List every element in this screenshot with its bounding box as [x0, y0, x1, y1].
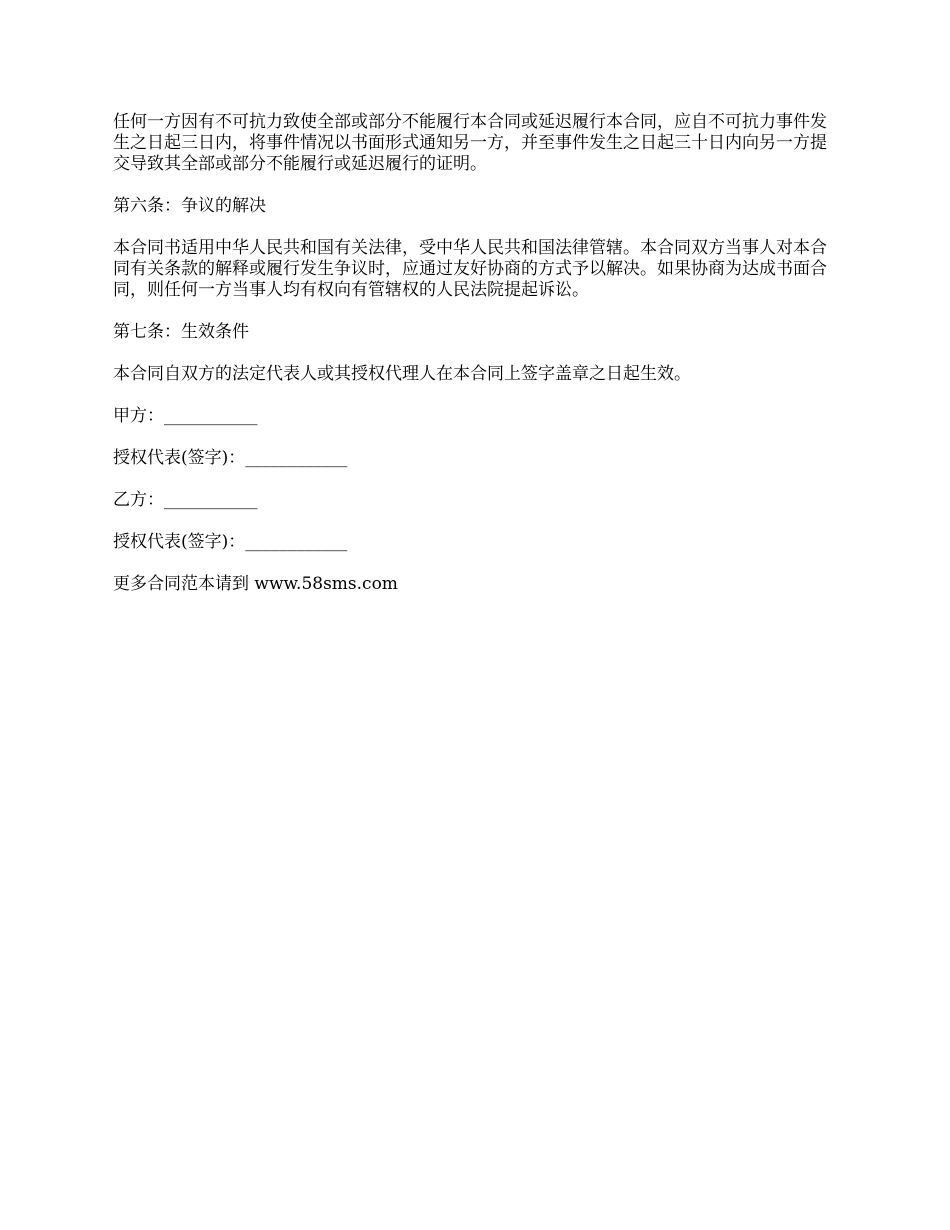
force-majeure-paragraph: 任何一方因有不可抗力致使全部或部分不能履行本合同或延迟履行本合同，应自不可抗力事件发生之日起三日内，将事件情况以书面形式通知另一方，并至事件发生之日起三十日内向另一方提交导致其全部或部分不能履行或延迟履行的证明。 [113, 112, 827, 174]
footer-note: 更多合同范本请到 www.58sms.com [113, 574, 398, 594]
article-6-paragraph: 本合同书适用中华人民共和国有关法律，受中华人民共和国法律管辖。本合同双方当事人对本合同有关条款的解释或履行发生争议时，应通过友好协商的方式予以解决。如果协商为达成书面合同，则任何一方当事人均有权向有管辖权的人民法院提起诉讼。 [113, 238, 827, 300]
article-6-heading: 第六条：争议的解决 [113, 196, 266, 216]
party-b-representative-signature-line: 授权代表(签字)：____________ [113, 532, 348, 552]
party-b-signature-line: 乙方：___________ [113, 490, 258, 510]
party-a-representative-signature-line: 授权代表(签字)：____________ [113, 448, 348, 468]
article-7-heading: 第七条：生效条件 [113, 322, 249, 342]
party-a-signature-line: 甲方：___________ [113, 406, 258, 426]
document-body [113, 112, 841, 616]
article-7-paragraph: 本合同自双方的法定代表人或其授权代理人在本合同上签字盖章之日起生效。 [113, 364, 691, 384]
